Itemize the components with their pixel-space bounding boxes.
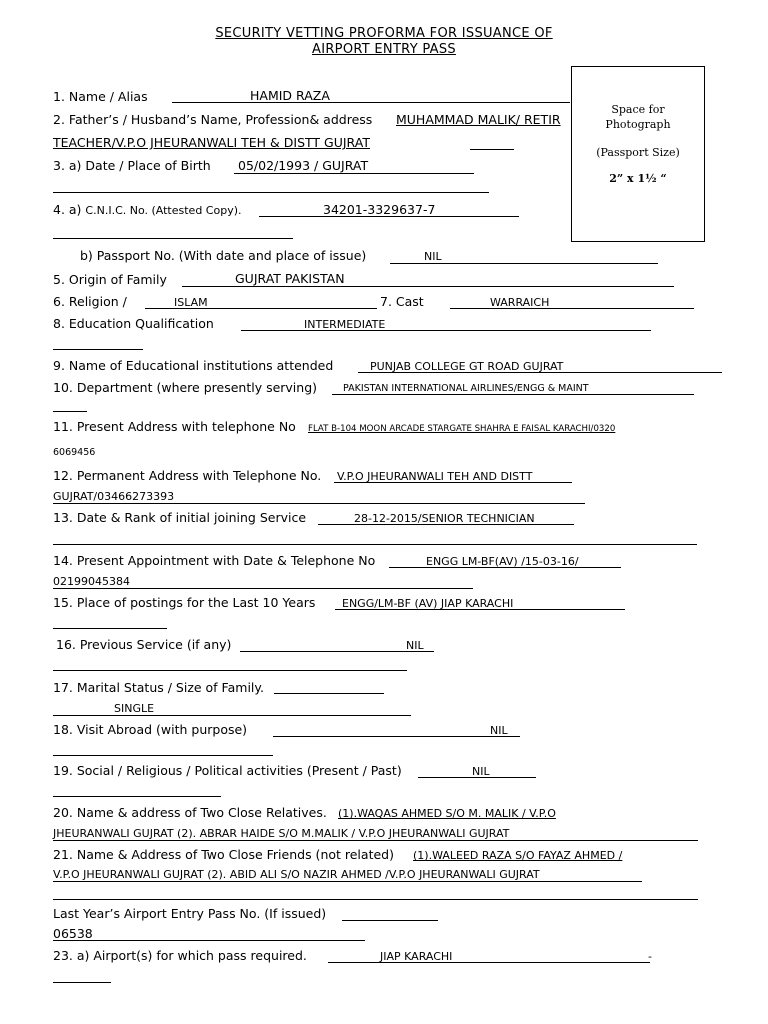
father-name-label: 2. Father’s / Husband’s Name, Profession& address xyxy=(53,112,373,127)
previous-pass-value: 06538 xyxy=(53,926,93,941)
previous-service-label: 16. Previous Service (if any) xyxy=(56,637,232,652)
department-label: 10. Department (where presently serving) xyxy=(53,380,318,395)
photo-box-text-3: (Passport Size) xyxy=(596,146,680,159)
passport-number-label: b) Passport No. (With date and place of issue) xyxy=(80,248,367,263)
institution-label: 9. Name of Educational institutions attended xyxy=(53,358,334,373)
permanent-address-value: V.P.O JHEURANWALI TEH AND DISTT xyxy=(337,470,533,483)
activities-label: 19. Social / Religious / Political activities (Present / Past) xyxy=(53,763,402,778)
postings-label: 15. Place of postings for the Last 10 Years xyxy=(53,595,316,610)
name-alias-label: 1. Name / Alias xyxy=(53,89,148,104)
father-address-value: TEACHER/V.P.O JHEURANWALI TEH & DISTT GUJRAT xyxy=(53,135,370,150)
photograph-placeholder xyxy=(571,66,705,242)
cast-value: WARRAICH xyxy=(490,296,550,309)
airport-value: JIAP KARACHI xyxy=(380,950,453,963)
cnic-number-label: 4. a) C.N.I.C. No. (Attested Copy). xyxy=(53,202,242,217)
name-alias-underline xyxy=(172,102,570,103)
present-appointment-label: 14. Present Appointment with Date & Telephone No xyxy=(53,553,376,568)
family-origin-label: 5. Origin of Family xyxy=(53,272,167,287)
form-title-line-1: SECURITY VETTING PROFORMA FOR ISSUANCE OF xyxy=(215,26,553,41)
airport-underline xyxy=(328,962,650,963)
father-address-underline xyxy=(470,149,514,150)
present-appointment-phone: 02199045384 xyxy=(53,575,130,588)
friends-label: 21. Name & Address of Two Close Friends (not related) xyxy=(53,847,394,862)
cnic-number-value: 34201-3329637-7 xyxy=(323,202,436,217)
friends-value-cont: V.P.O JHEURANWALI GUJRAT (2). ABID ALI S/O NAZIR AHMED /V.P.O JHEURANWALI GUJRAT xyxy=(53,868,540,881)
permanent-address-underline-2 xyxy=(53,503,585,504)
previous-service-underline xyxy=(240,651,434,652)
department-blank-line xyxy=(53,411,87,412)
postings-value: ENGG/LM-BF (AV) JIAP KARACHI xyxy=(342,597,514,610)
previous-pass-label: Last Year’s Airport Entry Pass No. (If issued) xyxy=(53,906,327,921)
joining-service-label: 13. Date & Rank of initial joining Service xyxy=(53,510,307,525)
birth-date-underline xyxy=(234,173,474,174)
visit-abroad-label: 18. Visit Abroad (with purpose) xyxy=(53,722,248,737)
marital-status-underline-2 xyxy=(53,715,411,716)
birth-date-label: 3. a) Date / Place of Birth xyxy=(53,158,211,173)
cast-underline xyxy=(450,308,694,309)
relatives-label: 20. Name & address of Two Close Relatives. xyxy=(53,805,327,820)
relatives-value-cont: JHEURANWALI GUJRAT (2). ABRAR HAIDE S/O M.MALIK / V.P.O JHEURANWALI GUJRAT xyxy=(53,827,510,840)
name-alias-value: HAMID RAZA xyxy=(250,88,330,103)
postings-blank-line xyxy=(53,628,167,629)
present-address-value: FLAT B-104 MOON ARCADE STARGATE SHAHRA E FAISAL KARACHI/0320 xyxy=(308,424,616,434)
visit-abroad-value: NIL xyxy=(490,724,508,737)
department-value: PAKISTAN INTERNATIONAL AIRLINES/ENGG & MAINT xyxy=(343,383,589,394)
birth-date-blank-line xyxy=(53,192,489,193)
previous-pass-underline xyxy=(342,920,438,921)
relatives-underline xyxy=(53,840,698,841)
joining-service-blank-line xyxy=(53,544,697,545)
previous-pass-underline-2 xyxy=(53,940,365,941)
friends-blank-line xyxy=(53,899,698,900)
permanent-address-phone: GUJRAT/03466273393 xyxy=(53,490,175,503)
marital-status-label: 17. Marital Status / Size of Family. xyxy=(53,680,264,695)
family-origin-value: GUJRAT PAKISTAN xyxy=(235,271,345,286)
friends-value: (1).WALEED RAZA S/O FAYAZ AHMED / xyxy=(413,849,623,862)
present-appointment-underline-2 xyxy=(53,588,473,589)
photo-box-text-1: Space for xyxy=(611,103,665,116)
father-name-value: MUHAMMAD MALIK/ RETIR xyxy=(396,112,561,127)
airport-label: 23. a) Airport(s) for which pass required. xyxy=(53,948,307,963)
photo-box-text-2: Photograph xyxy=(605,118,671,131)
cast-label: 7. Cast xyxy=(380,294,424,309)
friends-underline xyxy=(53,881,642,882)
present-address-phone: 6069456 xyxy=(53,447,96,458)
airport-blank-line xyxy=(53,982,111,983)
education-underline xyxy=(241,330,651,331)
activities-value: NIL xyxy=(472,765,490,778)
form-title-line-2: AIRPORT ENTRY PASS xyxy=(312,42,456,57)
marital-status-underline xyxy=(274,693,384,694)
birth-date-value: 05/02/1993 / GUJRAT xyxy=(238,158,369,173)
relatives-value: (1).WAQAS AHMED S/O M. MALIK / V.P.O xyxy=(338,807,556,820)
previous-service-value: NIL xyxy=(406,639,424,652)
permanent-address-label: 12. Permanent Address with Telephone No. xyxy=(53,468,322,483)
photo-box-size: 2” x 1½ “ xyxy=(609,172,667,185)
religion-value: ISLAM xyxy=(174,296,208,309)
activities-blank-line xyxy=(53,796,221,797)
joining-service-value: 28-12-2015/SENIOR TECHNICIAN xyxy=(354,512,535,525)
religion-label: 6. Religion / xyxy=(53,294,127,309)
education-value: INTERMEDIATE xyxy=(304,318,386,331)
present-address-label: 11. Present Address with telephone No xyxy=(53,419,296,434)
cnic-blank-line xyxy=(53,238,293,239)
present-appointment-value: ENGG LM-BF(AV) /15-03-16/ xyxy=(426,555,579,568)
marital-status-value: SINGLE xyxy=(114,702,155,715)
previous-service-blank-line xyxy=(53,670,407,671)
education-label: 8. Education Qualification xyxy=(53,316,214,331)
visit-abroad-blank-line xyxy=(53,755,273,756)
institution-value: PUNJAB COLLEGE GT ROAD GUJRAT xyxy=(370,360,564,373)
passport-number-value: NIL xyxy=(424,250,442,263)
airport-trailing-dash: - xyxy=(648,950,652,963)
visit-abroad-underline xyxy=(273,736,520,737)
education-blank-line xyxy=(53,349,143,350)
